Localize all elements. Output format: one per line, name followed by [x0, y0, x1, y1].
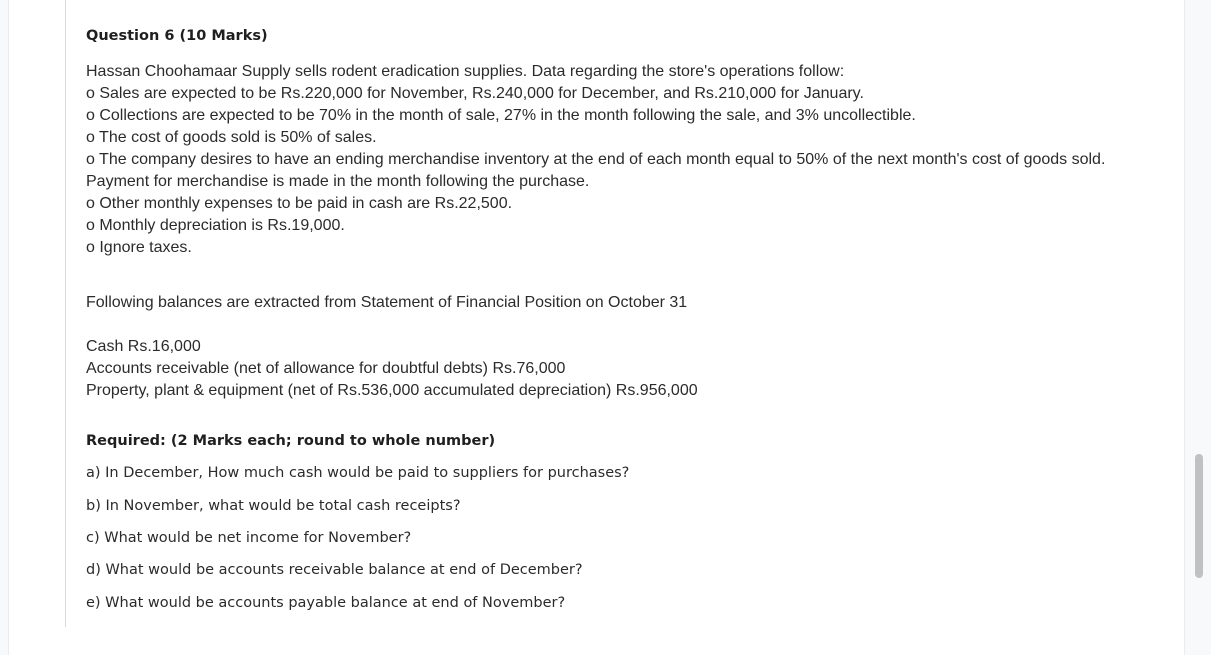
sales-line: o Sales are expected to be Rs.220,000 for November, Rs.240,000 for December, and Rs.210,000 for January.	[86, 85, 864, 102]
depreciation-line: o Monthly depreciation is Rs.19,000.	[86, 217, 345, 234]
question-card	[8, 0, 1185, 655]
expenses-line: o Other monthly expenses to be paid in cash are Rs.22,500.	[86, 195, 513, 212]
sub-question-a: a) In December, How much cash would be paid to suppliers for purchases?	[86, 465, 630, 481]
page-scrollbar[interactable]	[1187, 0, 1211, 655]
sub-question-b: b) In November, what would be total cash receipts?	[86, 498, 461, 514]
intro-line: Hassan Choohamaar Supply sells rodent eradication supplies. Data regarding the store's operations follow:	[86, 63, 845, 80]
sub-question-d: d) What would be accounts receivable balance at end of December?	[86, 562, 583, 578]
sub-question-c: c) What would be net income for November?	[86, 530, 412, 546]
sub-question-e: e) What would be accounts payable balance at end of November?	[86, 595, 566, 611]
question-content	[65, 0, 1185, 627]
cogs-line: o The cost of goods sold is 50% of sales.	[86, 129, 377, 146]
balance-ppe: Property, plant & equipment (net of Rs.536,000 accumulated depreciation) Rs.956,000	[86, 382, 698, 399]
inventory-line: o The company desires to have an ending merchandise inventory at the end of each month equal to 50% of the next month's cost of goods sold.	[86, 151, 1106, 168]
payment-line: Payment for merchandise is made in the month following the purchase.	[86, 173, 590, 190]
balances-intro: Following balances are extracted from Statement of Financial Position on October 31	[86, 294, 688, 311]
collections-line: o Collections are expected to be 70% in the month of sale, 27% in the month following the sale, and 3% uncollectible.	[86, 107, 916, 124]
balance-cash: Cash Rs.16,000	[86, 338, 201, 355]
required-label: Required: (2 Marks each; round to whole number)	[86, 433, 496, 449]
question-title: Question 6 (10 Marks)	[86, 28, 268, 44]
scrollbar-thumb[interactable]	[1195, 454, 1203, 578]
taxes-line: o Ignore taxes.	[86, 239, 192, 256]
balance-receivable: Accounts receivable (net of allowance for doubtful debts) Rs.76,000	[86, 360, 566, 377]
